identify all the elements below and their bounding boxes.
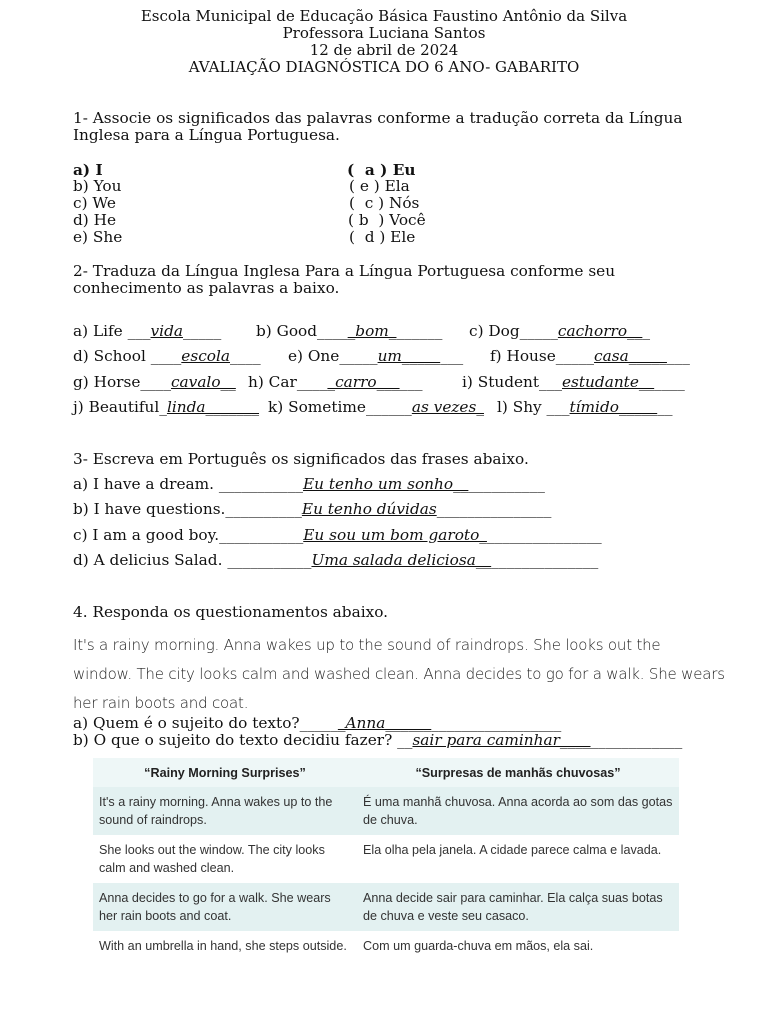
- q2-prompt-line1: 2- Traduza da Língua Inglesa Para a Língua Portuguesa conforme seu: [73, 262, 616, 280]
- q3-item-dream: a) I have a dream. ___________Eu tenho um sonho____________: [73, 475, 545, 493]
- table-row: [93, 931, 679, 961]
- table-cell-portuguese: Anna decide sair para caminhar. Ela calça suas botas de chuva e veste seu casaco.: [357, 883, 679, 931]
- q2-item-shy: l) Shy ___tímido_______: [497, 398, 673, 416]
- table-row: [93, 883, 679, 931]
- q3-item-questions: b) I have questions.__________Eu tenho dúvidas_______________: [73, 500, 552, 518]
- q2-prompt-line2: conhecimento as palavras a baixo.: [73, 279, 340, 297]
- table-row: [93, 787, 679, 835]
- table-row: [93, 835, 679, 883]
- q4-question-subject: a) Quem é o sujeito do texto?______Anna_______________________: [73, 714, 562, 732]
- q2-item-dog: c) Dog_____cachorro___: [469, 322, 651, 340]
- story-line: It's a rainy morning. Anna wakes up to the sound of raindrops. She looks out the: [73, 636, 661, 654]
- q3-prompt: 3- Escreva em Português os significados das frases abaixo.: [73, 450, 529, 468]
- teacher-name: Professora Luciana Santos: [282, 24, 486, 42]
- table-cell-english: With an umbrella in hand, she steps outside.: [99, 939, 347, 953]
- table-cell-english: She looks out the window. The city looks calm and washed clean.: [99, 843, 325, 875]
- q1-right-item: ( d ) Ele: [349, 228, 416, 246]
- q1-left-item: e) She: [73, 228, 123, 246]
- table-cell-portuguese: É uma manhã chuvosa. Anna acorda ao som das gotas de chuva.: [357, 787, 679, 835]
- q1-right-item: ( b ) Você: [348, 211, 426, 229]
- q1-right-item: ( a ) Eu: [347, 161, 416, 179]
- q2-item-life: a) Life ___vida_____: [73, 322, 222, 340]
- q1-left-item: d) He: [73, 211, 117, 229]
- exam-date: 12 de abril de 2024: [309, 41, 459, 59]
- table-header-portuguese: “Surpresas de manhãs chuvosas”: [357, 758, 679, 787]
- q4-question-decision: b) O que o sujeito do texto decidiu fazer? __sair para caminhar________________: [73, 731, 683, 749]
- q1-left-item: a) I: [73, 161, 103, 179]
- q2-item-house: f) House_____casa________: [490, 347, 690, 365]
- table-cell-english: It's a rainy morning. Anna wakes up to the sound of raindrops.: [93, 787, 357, 835]
- q2-item-one: e) One_____um________: [288, 347, 464, 365]
- q1-prompt-line2: Inglesa para a Língua Portuguesa.: [73, 126, 340, 144]
- q3-item-salad: d) A delicius Salad. ___________Uma salada deliciosa________________: [73, 551, 599, 569]
- q3-item-good-boy: c) I am a good boy.___________Eu sou um bom garoto________________: [73, 526, 602, 544]
- q2-item-horse: g) Horse____cavalo__: [73, 373, 236, 391]
- translation-table: [93, 758, 679, 961]
- exam-title: AVALIAÇÃO DIAGNÓSTICA DO 6 ANO- GABARITO: [188, 58, 580, 76]
- q4-prompt: 4. Responda os questionamentos abaixo.: [73, 603, 389, 621]
- q2-item-car: h) Car_____carro______: [248, 373, 423, 391]
- story-line: window. The city looks calm and washed clean. Anna decides to go for a walk. She wears: [73, 665, 725, 683]
- q2-item-good: b) Good_____bom_______: [256, 322, 443, 340]
- q2-item-sometime: k) Sometime______as vezes_: [268, 398, 484, 416]
- q1-left-item: b) You: [73, 177, 122, 195]
- story-line: her rain boots and coat.: [73, 694, 249, 712]
- q1-prompt-line1: 1- Associe os significados das palavras conforme a tradução correta da Língua: [73, 109, 683, 127]
- school-name: Escola Municipal de Educação Básica Faustino Antônio da Silva: [140, 7, 628, 25]
- table-cell-english: Anna decides to go for a walk. She wears her rain boots and coat.: [93, 883, 357, 931]
- q1-right-item: ( e ) Ela: [349, 177, 410, 195]
- q2-item-student: i) Student___estudante______: [462, 373, 685, 391]
- table-cell-portuguese: Com um guarda-chuva em mãos, ela sai.: [363, 939, 594, 953]
- table-header-english: “Rainy Morning Surprises”: [93, 758, 357, 787]
- table-cell-portuguese: Ela olha pela janela. A cidade parece calma e lavada.: [363, 843, 662, 857]
- q2-item-school: d) School ____escola____: [73, 347, 261, 365]
- q2-item-beautiful: j) Beautiful_linda_______: [73, 398, 260, 416]
- q1-left-item: c) We: [73, 194, 116, 212]
- q1-right-item: ( c ) Nós: [349, 194, 420, 212]
- table-header-row: [93, 758, 679, 787]
